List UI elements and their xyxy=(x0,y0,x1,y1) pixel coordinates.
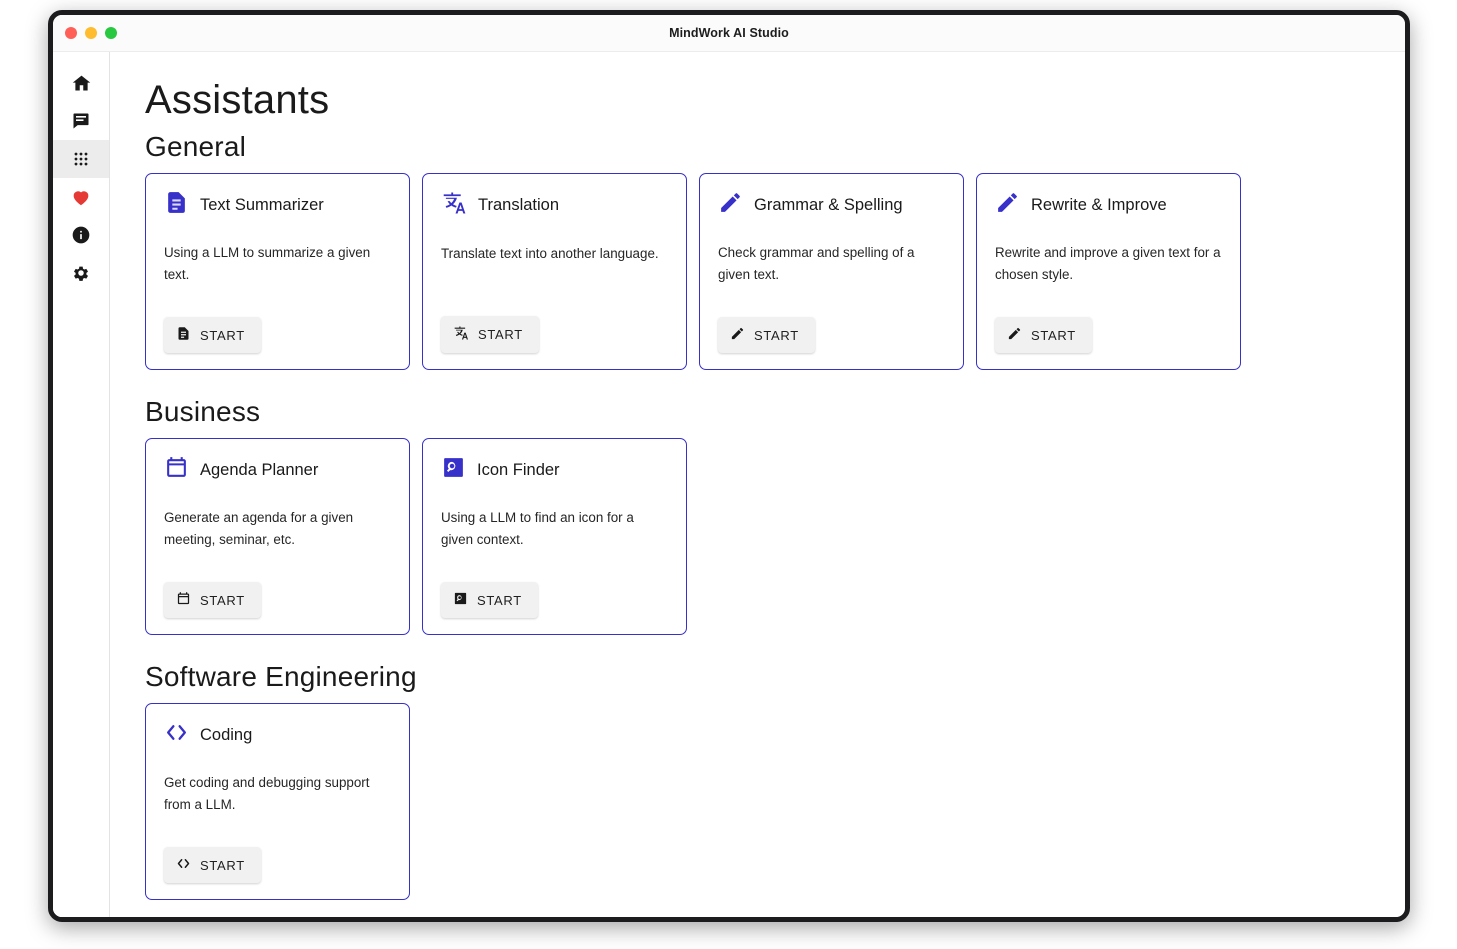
gear-icon xyxy=(71,263,91,283)
minimize-window-button[interactable] xyxy=(85,27,97,39)
assistant-card-grammar-spelling[interactable] xyxy=(699,173,964,370)
code-brackets-icon xyxy=(164,720,189,750)
assistant-card-icon-finder[interactable] xyxy=(422,438,687,635)
card-header xyxy=(164,455,391,485)
card-header xyxy=(718,190,945,220)
document-text-icon xyxy=(164,190,189,220)
card-header xyxy=(164,190,391,220)
group-title-business: Business xyxy=(145,396,261,427)
window-body xyxy=(53,52,1405,922)
card-header xyxy=(995,190,1222,220)
card-title: Rewrite & Improve xyxy=(1031,195,1167,214)
sidebar-item-chat[interactable] xyxy=(53,102,109,140)
image-search-icon xyxy=(453,591,468,609)
start-button[interactable] xyxy=(164,582,261,618)
start-button[interactable] xyxy=(164,317,261,353)
assistant-card-rewrite-improve[interactable] xyxy=(976,173,1241,370)
assistant-card-agenda-planner[interactable] xyxy=(145,438,410,635)
pencil-icon xyxy=(995,190,1020,220)
card-title: Agenda Planner xyxy=(200,460,319,479)
calendar-icon xyxy=(176,591,191,609)
calendar-icon xyxy=(164,455,189,485)
start-button[interactable] xyxy=(441,316,539,353)
start-button[interactable] xyxy=(995,317,1092,353)
pencil-icon xyxy=(718,190,743,220)
sidebar-item-about[interactable] xyxy=(53,216,109,254)
start-button-label: START xyxy=(200,327,245,343)
start-button-label: START xyxy=(478,327,523,342)
card-description: Using a LLM to find an icon for a given context. xyxy=(441,510,634,548)
card-description: Translate text into another language. xyxy=(441,246,659,261)
card-row-business xyxy=(145,438,1405,635)
translate-icon xyxy=(453,325,469,344)
card-row-software-engineering xyxy=(145,703,1405,900)
sidebar-item-home[interactable] xyxy=(53,64,109,102)
card-title: Translation xyxy=(478,196,560,214)
card-description: Get coding and debugging support from a LLM. xyxy=(164,775,370,813)
sidebar xyxy=(53,52,110,922)
card-title: Grammar & Spelling xyxy=(754,195,903,214)
card-header xyxy=(164,720,391,750)
card-description: Check grammar and spelling of a given text. xyxy=(718,245,915,283)
page-title: Assistants xyxy=(145,78,330,122)
start-button-label: START xyxy=(477,592,522,608)
group-title-software-engineering: Software Engineering xyxy=(145,661,417,692)
pencil-icon xyxy=(1007,326,1022,344)
info-icon xyxy=(71,225,91,245)
apps-grid-icon xyxy=(71,149,91,169)
start-button[interactable] xyxy=(441,582,538,618)
application-window xyxy=(48,10,1410,922)
sidebar-item-favorites[interactable] xyxy=(53,178,109,216)
home-icon xyxy=(71,73,92,94)
sidebar-item-assistants[interactable] xyxy=(53,140,109,178)
card-description: Rewrite and improve a given text for a chosen style. xyxy=(995,245,1221,283)
card-title: Icon Finder xyxy=(477,460,560,479)
image-search-icon xyxy=(441,455,466,485)
sidebar-item-settings[interactable] xyxy=(53,254,109,292)
start-button-label: START xyxy=(1031,327,1076,343)
card-description: Using a LLM to summarize a given text. xyxy=(164,245,371,283)
start-button-label: START xyxy=(200,857,245,873)
assistant-card-translation[interactable] xyxy=(422,173,687,370)
start-button-label: START xyxy=(200,592,245,608)
heart-icon xyxy=(70,186,92,208)
translate-icon xyxy=(441,190,467,221)
main-content xyxy=(110,52,1405,922)
card-title: Text Summarizer xyxy=(200,195,324,214)
card-header xyxy=(441,190,668,221)
start-button-label: START xyxy=(754,327,799,343)
maximize-window-button[interactable] xyxy=(105,27,117,39)
card-row-general xyxy=(145,173,1405,370)
pencil-icon xyxy=(730,326,745,344)
window-title: MindWork AI Studio xyxy=(669,26,789,40)
window-title-bar xyxy=(53,15,1405,52)
code-brackets-icon xyxy=(176,856,191,874)
assistant-card-text-summarizer[interactable] xyxy=(145,173,410,370)
window-controls[interactable] xyxy=(65,27,117,39)
assistant-card-coding[interactable] xyxy=(145,703,410,900)
group-title-general: General xyxy=(145,131,247,162)
card-description: Generate an agenda for a given meeting, seminar, etc. xyxy=(164,510,354,548)
card-header xyxy=(441,455,668,485)
chat-icon xyxy=(71,111,91,131)
card-title: Coding xyxy=(200,725,253,744)
start-button[interactable] xyxy=(164,847,261,883)
start-button[interactable] xyxy=(718,317,815,353)
close-window-button[interactable] xyxy=(65,27,77,39)
document-text-icon xyxy=(176,326,191,344)
